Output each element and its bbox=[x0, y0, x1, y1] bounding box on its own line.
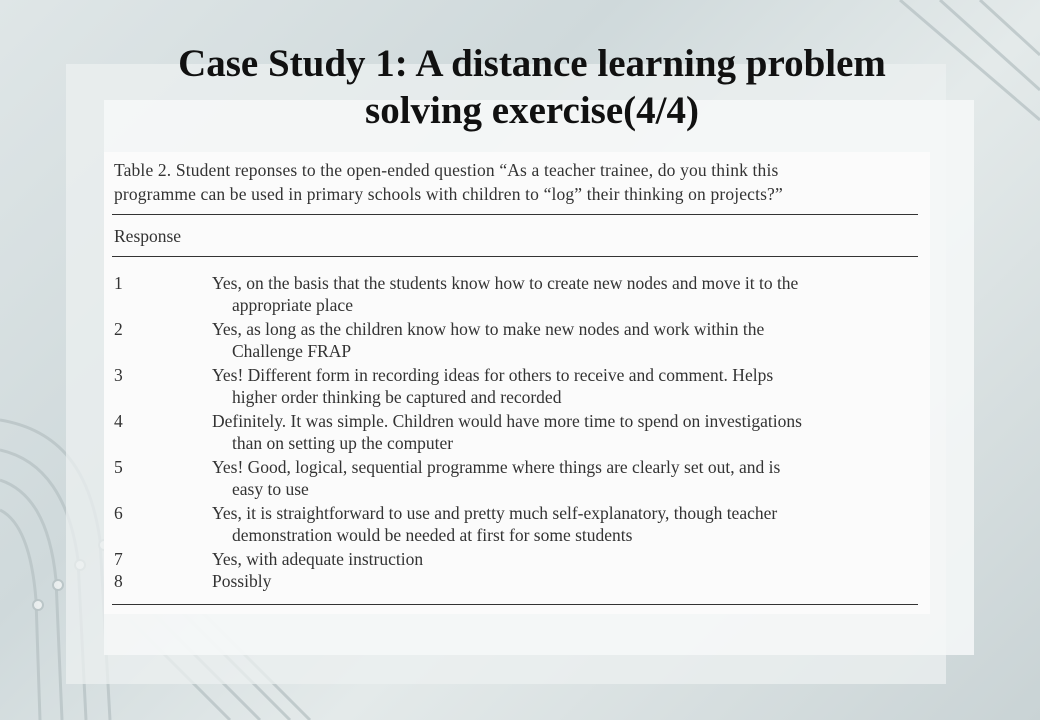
table-header-rule bbox=[112, 256, 918, 257]
row-number: 7 bbox=[114, 549, 123, 569]
row-response bbox=[212, 272, 924, 316]
row-number: 6 bbox=[114, 503, 123, 523]
row-response bbox=[212, 502, 924, 546]
row-response bbox=[212, 548, 924, 570]
response-table bbox=[104, 152, 930, 614]
row-response-line-2: easy to use bbox=[232, 479, 309, 499]
row-response bbox=[212, 318, 924, 362]
row-response-line-1: Definitely. It was simple. Children would have more time to spend on investigations bbox=[212, 411, 802, 431]
row-response-line-1: Yes! Different form in recording ideas for others to receive and comment. Helps bbox=[212, 365, 774, 385]
row-response-line-1: Yes, it is straightforward to use and pretty much self-explanatory, though teacher bbox=[212, 503, 778, 523]
row-number: 8 bbox=[114, 571, 123, 591]
row-response bbox=[212, 570, 924, 592]
column-header-response: Response bbox=[114, 226, 182, 246]
row-number: 4 bbox=[114, 411, 123, 431]
row-response-line-2: appropriate place bbox=[232, 295, 353, 315]
row-response-line-2: than on setting up the computer bbox=[232, 433, 454, 453]
table-top-rule bbox=[112, 214, 918, 215]
row-response bbox=[212, 364, 924, 408]
row-number: 2 bbox=[114, 319, 123, 339]
row-response-line-2: higher order thinking be captured and recorded bbox=[232, 387, 562, 407]
row-number: 1 bbox=[114, 273, 123, 293]
row-number: 5 bbox=[114, 457, 123, 477]
table-caption bbox=[114, 158, 924, 206]
table-caption-line-1: Table 2. Student reponses to the open-ended question “As a teacher trainee, do you think this bbox=[114, 160, 779, 180]
row-response-line-1: Possibly bbox=[212, 571, 272, 591]
table-bottom-rule bbox=[112, 604, 918, 605]
row-response-line-2: Challenge FRAP bbox=[232, 341, 352, 361]
table-caption-line-2: programme can be used in primary schools with children to “log” their thinking on projects?” bbox=[114, 184, 783, 204]
row-response bbox=[212, 410, 924, 454]
row-response-line-1: Yes, as long as the children know how to make new nodes and work within the bbox=[212, 319, 765, 339]
slide-title-line-2: solving exercise(4/4) bbox=[365, 89, 699, 132]
row-response-line-1: Yes, with adequate instruction bbox=[212, 549, 424, 569]
row-response bbox=[212, 456, 924, 500]
slide-title-line-1: Case Study 1: A distance learning problem bbox=[178, 42, 886, 85]
row-response-line-1: Yes, on the basis that the students know how to create new nodes and move it to the bbox=[212, 273, 799, 293]
row-response-line-2: demonstration would be needed at first for some students bbox=[232, 525, 633, 545]
slide-title bbox=[0, 40, 1040, 134]
row-response-line-1: Yes! Good, logical, sequential programme where things are clearly set out, and is bbox=[212, 457, 781, 477]
row-number: 3 bbox=[114, 365, 123, 385]
